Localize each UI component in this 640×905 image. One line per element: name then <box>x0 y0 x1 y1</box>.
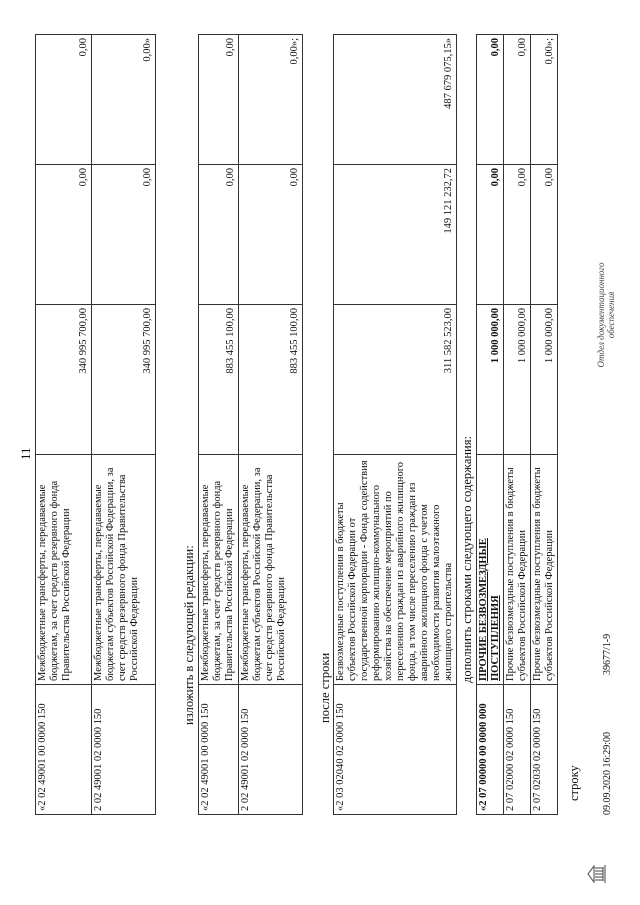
row-description: Межбюджетные трансферты, передаваемые бюджетам субъектов Российской Федерации, за счет средств резервного фонда Правительства Российской Федерации <box>239 455 303 685</box>
value-2020: 883 455 100,00 <box>199 305 239 455</box>
value-2021: 0,00 <box>36 165 92 305</box>
budget-code: «2 02 49001 00 0000 150 <box>36 685 92 815</box>
label-row: строку <box>567 765 581 801</box>
row-description: Межбюджетные трансферты, передаваемые бюджетам субъектов Российской Федерации, за счет средств резервного фонда Правительства Российской Федерации <box>92 455 156 685</box>
budget-table-after-row <box>333 34 457 815</box>
table-row <box>36 35 92 815</box>
row-description: Прочие безвозмездные поступления в бюджеты субъектов Российской Федерации <box>531 455 558 685</box>
value-2022: 0,00»; <box>239 35 303 165</box>
row-description: Межбюджетные трансферты, передаваемые бюджетам, за счет средств резервного фонда Правительства Российской Федерации <box>36 455 92 685</box>
value-2020: 1 000 000,00 <box>504 305 531 455</box>
budget-code: 2 02 49001 02 0000 150 <box>92 685 156 815</box>
row-description: Безвозмездные поступления в бюджеты субъектов Российской Федерации от государственной корпорации - Фонда содействия реформированию жилищно-коммунального хозяйства на обеспечение мероприятий по переселению граждан из аварийного жилищного фонда, в том числе переселению граждан из аварийного жилищного фонда с учетом необходимости развития малоэтажного жилищного строительства <box>334 455 457 685</box>
table-row <box>334 35 457 815</box>
value-2022: 0,00 <box>477 35 504 165</box>
budget-code: «2 07 00000 00 0000 000 <box>477 685 504 815</box>
budget-code: «2 02 49001 00 0000 150 <box>199 685 239 815</box>
value-2022: 0,00» <box>92 35 156 165</box>
label-redaction: изложить в следующей редакции: <box>182 545 196 725</box>
value-2021: 149 121 232,72 <box>334 165 457 305</box>
value-2020: 340 995 700,00 <box>36 305 92 455</box>
label-add: дополнить строками следующего содержания: <box>460 436 474 683</box>
value-2021: 0,00 <box>531 165 558 305</box>
parliament-building-icon <box>585 863 607 885</box>
value-2022: 0,00 <box>199 35 239 165</box>
value-2021: 0,00 <box>477 165 504 305</box>
value-2020: 1 000 000,00 <box>531 305 558 455</box>
value-2020: 311 582 523,00 <box>334 305 457 455</box>
budget-table-added <box>476 34 558 815</box>
row-description: ПРОЧИЕ БЕЗВОЗМЕЗДНЫЕ ПОСТУПЛЕНИЯ <box>477 455 504 685</box>
value-2021: 0,00 <box>92 165 156 305</box>
budget-code: 2 07 02000 02 0000 150 <box>504 685 531 815</box>
budget-table-original <box>35 34 156 815</box>
value-2020: 883 455 100,00 <box>239 305 303 455</box>
budget-code: «2 03 02040 02 0000 150 <box>334 685 457 815</box>
budget-code: 2 07 02030 02 0000 150 <box>531 685 558 815</box>
row-description: Межбюджетные трансферты, передаваемые бюджетам, за счет средств резервного фонда Правительства Российской Федерации <box>199 455 239 685</box>
label-after: после строки <box>318 652 332 723</box>
value-2021: 0,00 <box>504 165 531 305</box>
table-row <box>239 35 303 815</box>
row-description: Прочие безвозмездные поступления в бюджеты субъектов Российской Федерации <box>504 455 531 685</box>
table-row <box>477 35 504 815</box>
value-2022: 0,00 <box>36 35 92 165</box>
value-2022: 0,00»; <box>531 35 558 165</box>
value-2021: 0,00 <box>239 165 303 305</box>
footer-stamp: Отдел документационного обеспечения <box>596 262 616 368</box>
table-row <box>531 35 558 815</box>
page-number: 11 <box>18 447 33 460</box>
footer-doc-id: 39677/1-9 <box>602 633 613 675</box>
budget-code: 2 02 49001 02 0000 150 <box>239 685 303 815</box>
table-row <box>504 35 531 815</box>
value-2022: 0,00 <box>504 35 531 165</box>
table-row <box>92 35 156 815</box>
value-2020: 1 000 000,00 <box>477 305 504 455</box>
budget-table-revised <box>198 34 303 815</box>
table-row <box>199 35 239 815</box>
value-2022: 487 679 075,15» <box>334 35 457 165</box>
value-2021: 0,00 <box>199 165 239 305</box>
footer-datetime: 09.09.2020 16:29:00 <box>602 731 613 815</box>
value-2020: 340 995 700,00 <box>92 305 156 455</box>
